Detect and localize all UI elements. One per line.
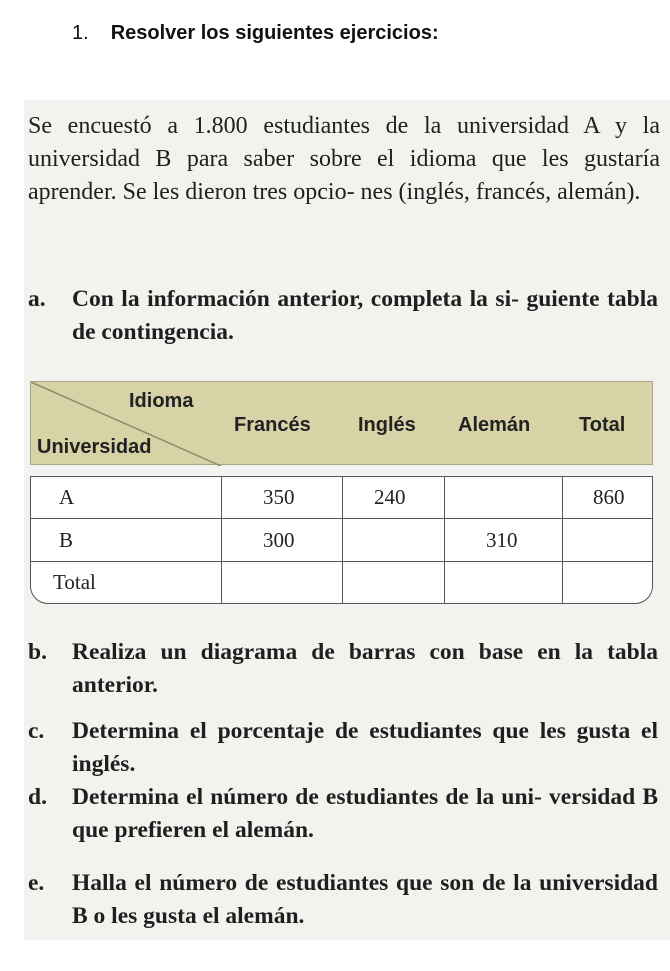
item-d-text: Determina el número de estudiantes de la uni- versidad B que prefieren el alemán. [72,784,658,843]
item-c-text: Determina el porcentaje de estudiantes que les gusta el inglés. [72,718,658,777]
item-a [28,283,658,349]
column-divider [342,477,343,603]
item-b [28,636,658,702]
table-header [30,381,653,465]
item-c-letter: c. [28,718,45,744]
column-divider [444,477,445,603]
exercise-title: Resolver los siguientes ejercicios: [110,22,439,44]
item-b-letter: b. [28,639,47,665]
column-divider [221,477,222,603]
exercise-number: 1. [72,22,89,44]
problem-statement: Se encuestó a 1.800 estudiantes de la universidad A y la universidad B para saber sobre el idioma que les gustaría aprender. Se les dieron tres opcio- nes (inglés, francés, alemán). [28,113,660,205]
exercise-heading [72,22,439,45]
item-d-letter: d. [28,784,47,810]
cell-a-frances: 350 [263,485,295,509]
header-ingles: Inglés [358,414,416,436]
row-divider [31,518,652,519]
item-e [28,867,658,933]
item-b-text: Realiza un diagrama de barras con base en la tabla anterior. [72,639,658,698]
header-aleman: Alemán [458,414,531,436]
column-divider [562,477,563,603]
cell-a-total: 860 [593,485,625,509]
cell-a-ingles: 240 [374,485,406,509]
item-a-letter: a. [28,286,46,312]
cell-b-frances: 300 [263,528,295,552]
item-e-letter: e. [28,870,45,896]
row-label-total: Total [53,570,96,594]
corner-label-universidad: Universidad [37,436,152,458]
row-label-b: B [59,528,74,552]
item-c [28,715,658,781]
header-frances: Francés [234,414,311,436]
contingency-table [30,476,653,604]
item-d [28,781,658,847]
cell-b-aleman: 310 [486,528,518,552]
row-label-a: A [59,485,75,509]
item-e-text: Halla el número de estudiantes que son de la universidad B o les gusta el alemán. [72,870,658,929]
corner-label-idioma: Idioma [129,390,194,412]
header-total: Total [579,414,626,436]
item-a-text: Con la información anterior, completa la si- guiente tabla de contingencia. [72,286,658,345]
row-divider [31,561,652,562]
